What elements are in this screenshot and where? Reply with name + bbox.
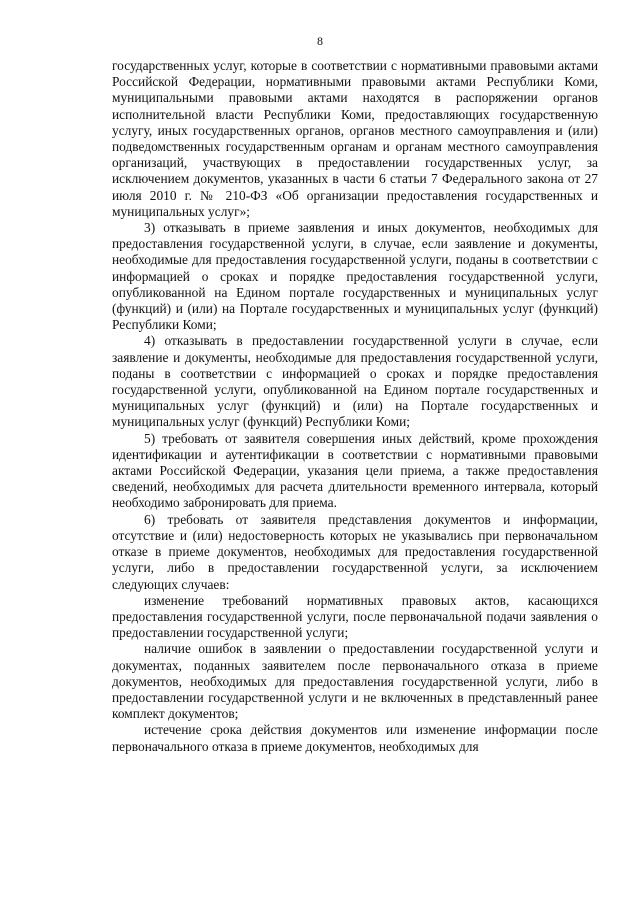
paragraph-item-5: 5) требовать от заявителя совершения иных действий, кроме прохождения идентификации и аутентификации в соответствии с нормативными правовыми актами Российской Федерации, указания цели приема, а также предоставления сведений, необходимых для расчета длительности временного интервала, который необходимо забронировать для приема. [112, 430, 598, 511]
paragraph-item-3: 3) отказывать в приеме заявления и иных документов, необходимых для предоставления государственной услуги, в случае, если заявление и документы, необходимые для предоставления государственной услуги, поданы в соответствии с информацией о сроках и порядке предоставления государственной услуги, опубликованной на Едином портале государственных и муниципальных услуг (функций) и (или) на Портале государственных и муниципальных услуг (функций) Республики Коми; [112, 220, 598, 333]
paragraph-case-expiry: истечение срока действия документов или изменение информации после первоначального отказа в приеме документов, необходимых для [112, 722, 598, 754]
paragraph-case-errors: наличие ошибок в заявлении о предоставлении государственной услуги и документах, поданных заявителем после первоначального отказа в приеме документов, необходимых для предоставления государственной услуги, либо в предоставлении государственной услуги и не включенных в представленный ранее комплект документов; [112, 641, 598, 722]
page-number: 8 [317, 34, 323, 48]
paragraph-continuation: государственных услуг, которые в соответствии с нормативными правовыми актами Российской Федерации, нормативными правовыми актами Республики Коми, муниципальными правовыми актами находятся в распоряжении органов исполнительной власти Республики Коми, предоставляющих государственную услугу, иных государственных органов, органов местного самоуправления и (или) подведомственных государственным органам и органам местного самоуправления организаций, участвующих в предоставлении государственных услуг, за исключением документов, указанных в части 6 статьи 7 Федерального закона от 27 июля 2010 г. № 210-ФЗ «Об организации предоставления государственных и муниципальных услуг»; [112, 58, 598, 219]
document-body [112, 58, 598, 755]
paragraph-case-regulation-change: изменение требований нормативных правовых актов, касающихся предоставления государственной услуги, после первоначальной подачи заявления о предоставлении государственной услуги; [112, 592, 598, 641]
paragraph-item-4: 4) отказывать в предоставлении государственной услуги в случае, если заявление и документы, необходимые для предоставления государственной услуги, поданы в соответствии с информацией о сроках и порядке предоставления государственной услуги, опубликованной на Едином портале государственных и муниципальных услуг (функций) и (или) на Портале государственных и муниципальных услуг (функций) Республики Коми; [112, 333, 598, 430]
paragraph-item-6: 6) требовать от заявителя представления документов и информации, отсутствие и (или) недостоверность которых не указывались при первоначальном отказе в приеме документов, необходимых для предоставления государственной услуги, либо в предоставлении государственной услуги, за исключением следующих случаев: [112, 511, 598, 592]
